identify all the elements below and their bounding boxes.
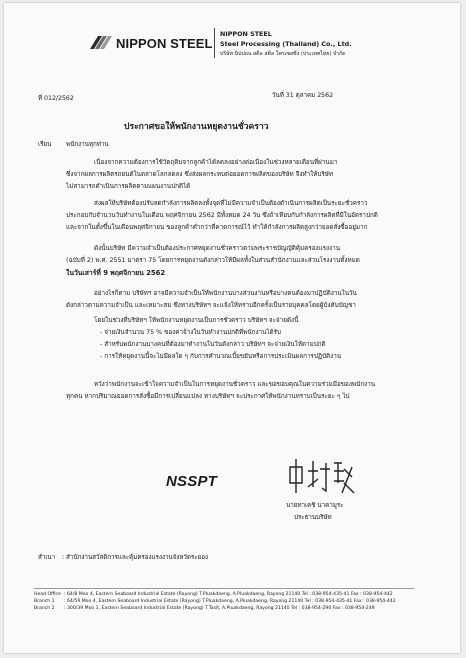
- signatory-position: ประธานบริษัท: [294, 514, 332, 521]
- nippon-steel-logo-icon: [88, 34, 116, 50]
- paragraph-line: เนื่องจากความต้องการใช้วัตถุดิบจากลูกค้าได้ลดลงอย่างต่อเนื่องในช่วงหลายเดือนที่ผ่านมา: [94, 159, 338, 166]
- paragraph-line: ดังนั้นบริษัท มีความจำเป็นต้องประกาศหยุดงานชั่วคราวตามพระราชบัญญัติคุ้มครองแรงงาน: [94, 245, 341, 252]
- document-title: ประกาศขอให้พนักงานหยุดงานชั่วคราว: [124, 122, 269, 132]
- paragraph-5: [66, 315, 410, 363]
- copy-recipient: : สำนักงานสวัสดิการและคุ้มครองแรงงานจังหวัดระยอง: [62, 554, 208, 561]
- holiday-date-highlight: ในวันเสาร์ที่ 9 พฤศจิกายน 2562: [66, 269, 166, 277]
- nsspt-stamp: NSSPT: [166, 473, 218, 490]
- paragraph-line: ซึ่งจากผลการผลิตรถยนต์ในตลาดโลกลดลง ซึ่งส่งผลกระทบต่อยอดการผลิตของบริษัท จึงทำให้บริษัท: [66, 171, 334, 178]
- copy-label: สำเนา: [38, 554, 56, 561]
- paragraph-6: [66, 379, 410, 403]
- paragraph-line: ทุกคน หากปริมาณยอดการสั่งซื้อมีการเปลี่ยนแปลง ทางบริษัทฯ จะประกาศให้พนักงานทราบเป็นระยะ ๆ ไป: [66, 393, 350, 400]
- paragraph-line: หวังว่าพนักงานจะเข้าใจความจำเป็นในการหยุดงานชั่วคราว และขอขอบคุณในความร่วมมือของพนักงาน: [94, 381, 376, 388]
- paragraph-line: ประกอบกับจำนวนวันทำงานในเดือน พฤศจิกายน 2562 มีทั้งหมด 24 วัน ซึ่งถ้าเทียบกับกำลังการผลิตที่มีในอัตราปกติ: [66, 212, 378, 219]
- company-thai-name: บริษัท นิปปอน สตีล สตีล โพรเซสซิ่ง (ประเทศไทย) จำกัด: [220, 51, 346, 57]
- signatory-name: นายทาเคชิ นาคามูระ: [286, 502, 344, 509]
- paragraph-line: อย่างไรก็ตาม บริษัทฯ อาจมีความจำเป็นให้พนักงานบางส่วนงานหรือบางคนต้องมาปฏิบัติงานในวัน: [94, 290, 357, 297]
- footer-label: Head Office: [34, 592, 61, 597]
- bullet-item: - การให้หยุดงานนี้จะไม่มีผลใด ๆ กับการคำนวณเบี้ยขยันหรือการประเมินผลการปฏิบัติงาน: [100, 353, 342, 360]
- paragraph-line: และจากในตั้งขึ้นในเดือนพฤศจิกายน ของลูกค้าต่ำกว่าที่คาดการณ์ไว้ ทำให้กำลังการผลิตสูงกว่ายอดสั่งซื้ออยู่มาก: [66, 224, 368, 231]
- company-line-1: NIPPON STEEL: [220, 30, 272, 38]
- paragraph-4: [66, 288, 410, 312]
- bullet-item: - จ่ายเงินจำนวน 75 % ของค่าจ้างในวันทำงานปกติที่พนักงานได้รับ: [100, 329, 281, 336]
- footer-address: : 64/59 Moo 4, Eastern Seaboard Industrial Estate (Rayong) T.Pluakdaeng, A.Pluakdaeng, Rayong 21140 Tel : 038-954-435-41 Fax : 038-954-442: [64, 599, 396, 604]
- paragraph-line: ดังกล่าวตามความจำเป็น และเหมาะสม ซึ่งทางบริษัทฯ จะแจ้งให้ทราบอีกครั้งเป็นรายบุคคลโดยผู้บังคับบัญชา: [66, 302, 356, 309]
- document-number: ที่ 012/2562: [38, 95, 74, 102]
- paragraph-line: ส่งผลให้บริษัทต้องปรับลดกำลังการผลิตลงทั้งจุดที่ไม่มีความจำเป็นต้องดำเนินการผลิตเป็นระยะชั่วคราว: [94, 200, 368, 207]
- bullet-item: - สำหรับพนักงานบางคนที่ต้องมาทำงานในวันดังกล่าว บริษัทฯ จะจ่ายเงินให้ตามปกติ: [100, 341, 326, 348]
- footer-divider: [34, 588, 414, 589]
- subject-label: เรียน: [38, 141, 52, 148]
- footer-row-head-office: [34, 592, 393, 598]
- subject-value: พนักงานทุกท่าน: [66, 141, 109, 148]
- footer-label: Branch 1: [34, 599, 55, 604]
- paragraph-2: [66, 198, 410, 234]
- footer-row-branch-2: [34, 606, 375, 612]
- handwritten-signature: [284, 453, 358, 505]
- paragraph-line: ไม่สามารถดำเนินการผลิตตามแผนงานปกติได้: [66, 183, 191, 190]
- paragraph-line: โดยในช่วงที่บริษัทฯ ให้พนักงานหยุดงานเป็นการชั่วคราว บริษัทฯ จะจ่ายดังนี้: [94, 317, 299, 324]
- header-divider: [214, 28, 215, 58]
- paragraph-line: (ฉบับที่ 2) พ.ศ. 2551 มาตรา 75 โดยการหยุดงานดังกล่าวให้มีผลทั้งในส่วนสำนักงานและส่วนโรงงานทั้งหมด: [66, 257, 360, 264]
- brand-name: NIPPON STEEL: [116, 36, 213, 51]
- footer-row-branch-1: [34, 599, 396, 605]
- paragraph-3: [66, 243, 410, 279]
- footer-address: : 64/8 Moo 4, Eastern Seaboard Industrial Estate (Rayong) T.Pluakdaeng, A.Pluakdaeng, Rayong 21140 Tel : 038-954-435-41 Fax : 038-954-442: [64, 592, 393, 597]
- paragraph-1: [66, 157, 410, 193]
- footer-label: Branch 2: [34, 606, 55, 611]
- company-line-2: Steel Processing (Thailand) Co., Ltd.: [220, 40, 352, 48]
- document-page: [4, 3, 460, 653]
- document-date: วันที่ 31 ตุลาคม 2562: [272, 92, 334, 99]
- footer-address: : 300/39 Moo 1, Eastern Seaboard Industrial Estate (Rayong) T.Tasit, A.Pluakdaeng, Rayong 21140 Tel : 038-954-290 Fax : 038-954-249: [64, 606, 375, 611]
